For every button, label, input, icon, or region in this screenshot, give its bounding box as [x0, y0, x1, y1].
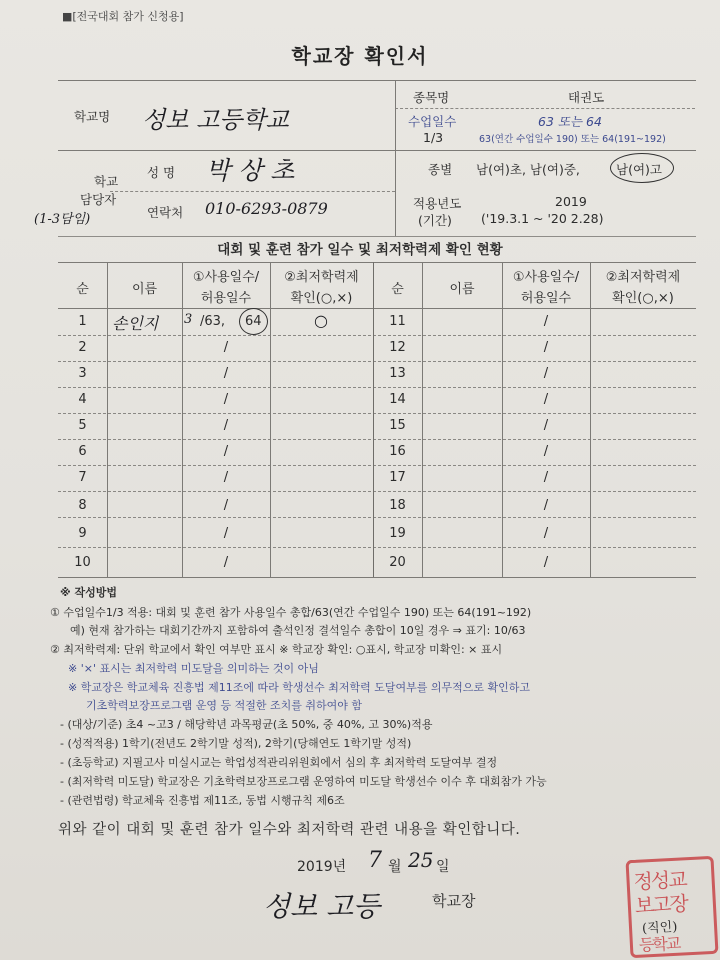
row-no-right: 20 [389, 555, 406, 570]
contact-name-value: 박 상 초 [206, 156, 295, 185]
row-no: 4 [78, 392, 87, 407]
date-day-label: 일 [436, 859, 450, 875]
note-line: 기초학력보장프로그램 운영 등 적절한 조치를 취하여야 함 [86, 699, 363, 712]
row-no-right: 12 [389, 340, 406, 355]
row-days-right: / [543, 444, 549, 459]
header-name-right: 이름 [449, 282, 475, 297]
note-line: - (성적적용) 1학기(전년도 2학기말 성적), 2학기(당해연도 1학기말 성적) [60, 737, 412, 750]
note-line: ② 최저학력제: 단위 학교에서 확인 여부만 표시 ※ 학교장 확인: ○표시, 학교장 미확인: × 표시 [50, 643, 503, 656]
confirm-text: 위와 같이 대회 및 훈련 참가 일수와 최저학력 관련 내용을 확인합니다. [58, 822, 521, 838]
principal-label: 학교장 [432, 892, 476, 910]
seal-text: (직인) [641, 919, 678, 937]
year-label: 적용년도 [413, 196, 462, 211]
official-seal: 정성교 보고장 (직인) 등학교 [625, 856, 718, 958]
date-month: 7 [368, 848, 382, 873]
row-no-right: 17 [389, 470, 406, 485]
contact-phone-label: 연락처 [147, 205, 184, 220]
attendance-label-sub: 1/3 [423, 130, 444, 145]
row-no: 10 [74, 555, 91, 570]
year-period: ('19.3.1 ~ '20 2.28) [481, 211, 604, 226]
row-1-days-allowed: /63, [200, 314, 226, 329]
header-check-right: ②최저학력제 [605, 270, 681, 285]
header-check-sub: 확인(○,×) [290, 291, 353, 306]
row-no: 1 [78, 314, 87, 329]
row-1-check: ○ [314, 311, 328, 330]
contact-school-label: 학교 [94, 174, 119, 189]
row-no-right: 15 [389, 418, 406, 433]
row-no: 5 [78, 418, 87, 433]
row-days: / [223, 418, 229, 433]
note-line: 예) 현재 참가하는 대회기간까지 포함하여 출석인정 결석일수 총합이 10일 경우 ⇒ 표기: 10/63 [70, 624, 526, 637]
date-year: 2019년 [297, 859, 347, 875]
category-circle-mark [610, 153, 674, 183]
attendance-value: 63 또는 64 [538, 114, 602, 129]
header-check: ②최저학력제 [284, 270, 359, 285]
contact-name-label: 성 명 [147, 165, 176, 180]
row-no-right: 14 [389, 392, 406, 407]
contact-phone-value: 010-6293-0879 [205, 199, 328, 218]
date-month-label: 월 [388, 859, 402, 875]
row-days-right: / [543, 418, 549, 433]
category-circled-value: 남(여)고 [616, 162, 662, 177]
row-days-right: / [543, 392, 549, 407]
row-days-right: / [543, 314, 549, 329]
event-label: 종목명 [413, 90, 450, 105]
row-days: / [223, 470, 229, 485]
header-no-right: 순 [391, 282, 404, 297]
header-days: ①사용일수/ [192, 270, 260, 285]
row-no: 3 [78, 366, 87, 381]
contact-note: (1-3담임) [34, 212, 91, 227]
contact-person-label: 담당자 [80, 192, 117, 207]
school-name-label: 학교명 [74, 109, 111, 124]
section-title: 대회 및 훈련 참가 일수 및 최저학력제 확인 현황 [217, 242, 503, 258]
row-days-right: / [543, 526, 549, 541]
notes-heading: ※ 작성방법 [60, 586, 118, 599]
row-days: / [223, 392, 229, 407]
row-no: 8 [78, 498, 87, 513]
year-label-sub: (기간) [418, 213, 452, 228]
row-days: / [223, 526, 229, 541]
row-1-days-used: 3 [184, 312, 193, 327]
row-days-right: / [543, 470, 549, 485]
page-title: 학교장 확인서 [291, 44, 429, 68]
row-days: / [223, 555, 229, 570]
row-no: 7 [78, 470, 87, 485]
row-no-right: 16 [389, 444, 406, 459]
row-1-name: 손인지 [112, 314, 159, 333]
attendance-label: 수업일수 [408, 114, 457, 129]
row-no: 6 [78, 444, 87, 459]
row-days: / [223, 340, 229, 355]
event-value: 태권도 [568, 90, 605, 105]
note-line: ① 수업일수1/3 적용: 대회 및 훈련 참가 사용일수 총합/63(연간 수업일수 190) 또는 64(191~192) [50, 606, 532, 619]
header-days-right: ①사용일수/ [512, 270, 580, 285]
category-value: 남(여)초, 남(여)중, [476, 162, 580, 177]
row-1-days-circled: 64 [245, 314, 262, 329]
signature-school: 성보 고등 [263, 890, 381, 923]
note-line: - (대상/기준) 초4 ~고3 / 해당학년 과목평균(초 50%, 중 40%, 고 30%)적용 [60, 718, 433, 731]
row-no-right: 19 [389, 526, 406, 541]
row-no-right: 11 [389, 314, 406, 329]
form-tag: ■[전국대회 참가 신청용] [62, 10, 184, 23]
row-days: / [223, 444, 229, 459]
row-days: / [223, 366, 229, 381]
row-days-right: / [543, 498, 549, 513]
row-no: 2 [78, 340, 87, 355]
row-1-circle-mark [239, 308, 268, 335]
category-label: 종별 [428, 162, 453, 177]
row-days-right: / [543, 340, 549, 355]
note-line: ※ 학교장은 학교체육 진흥법 제11조에 따라 학생선수 최저학력 도달여부를 의무적으로 확인하고 [68, 681, 530, 694]
row-days-right: / [543, 555, 549, 570]
row-no: 9 [78, 526, 87, 541]
note-line: - (최저학력 미도달) 학교장은 기초학력보장프로그램 운영하여 미도달 학생선수 이수 후 대회참가 가능 [60, 775, 547, 788]
header-name: 이름 [131, 282, 158, 297]
row-days-right: / [543, 366, 549, 381]
year-value: 2019 [555, 194, 587, 209]
row-days: / [223, 498, 229, 513]
header-check-sub-right: 확인(○,×) [612, 291, 674, 306]
note-line: - (관련법령) 학교체육 진흥법 제11조, 동법 시행규칙 제6조 [60, 794, 345, 807]
date-day: 25 [408, 848, 434, 872]
row-no-right: 13 [389, 366, 406, 381]
note-line: - (초등학교) 지필고사 미실시교는 학업성적관리위원회에서 심의 후 최저학력 도달여부 결정 [60, 756, 498, 769]
header-days-sub: 허용일수 [200, 291, 252, 306]
row-no-right: 18 [389, 498, 406, 513]
attendance-value-sub: 63(연간 수업일수 190) 또는 64(191~192) [479, 134, 666, 145]
note-line: ※ '×' 표시는 최저학력 미도달을 의미하는 것이 아님 [68, 662, 319, 675]
header-no: 순 [76, 282, 89, 297]
school-name-value: 성보 고등학교 [142, 106, 289, 134]
header-days-sub-right: 허용일수 [520, 291, 572, 306]
